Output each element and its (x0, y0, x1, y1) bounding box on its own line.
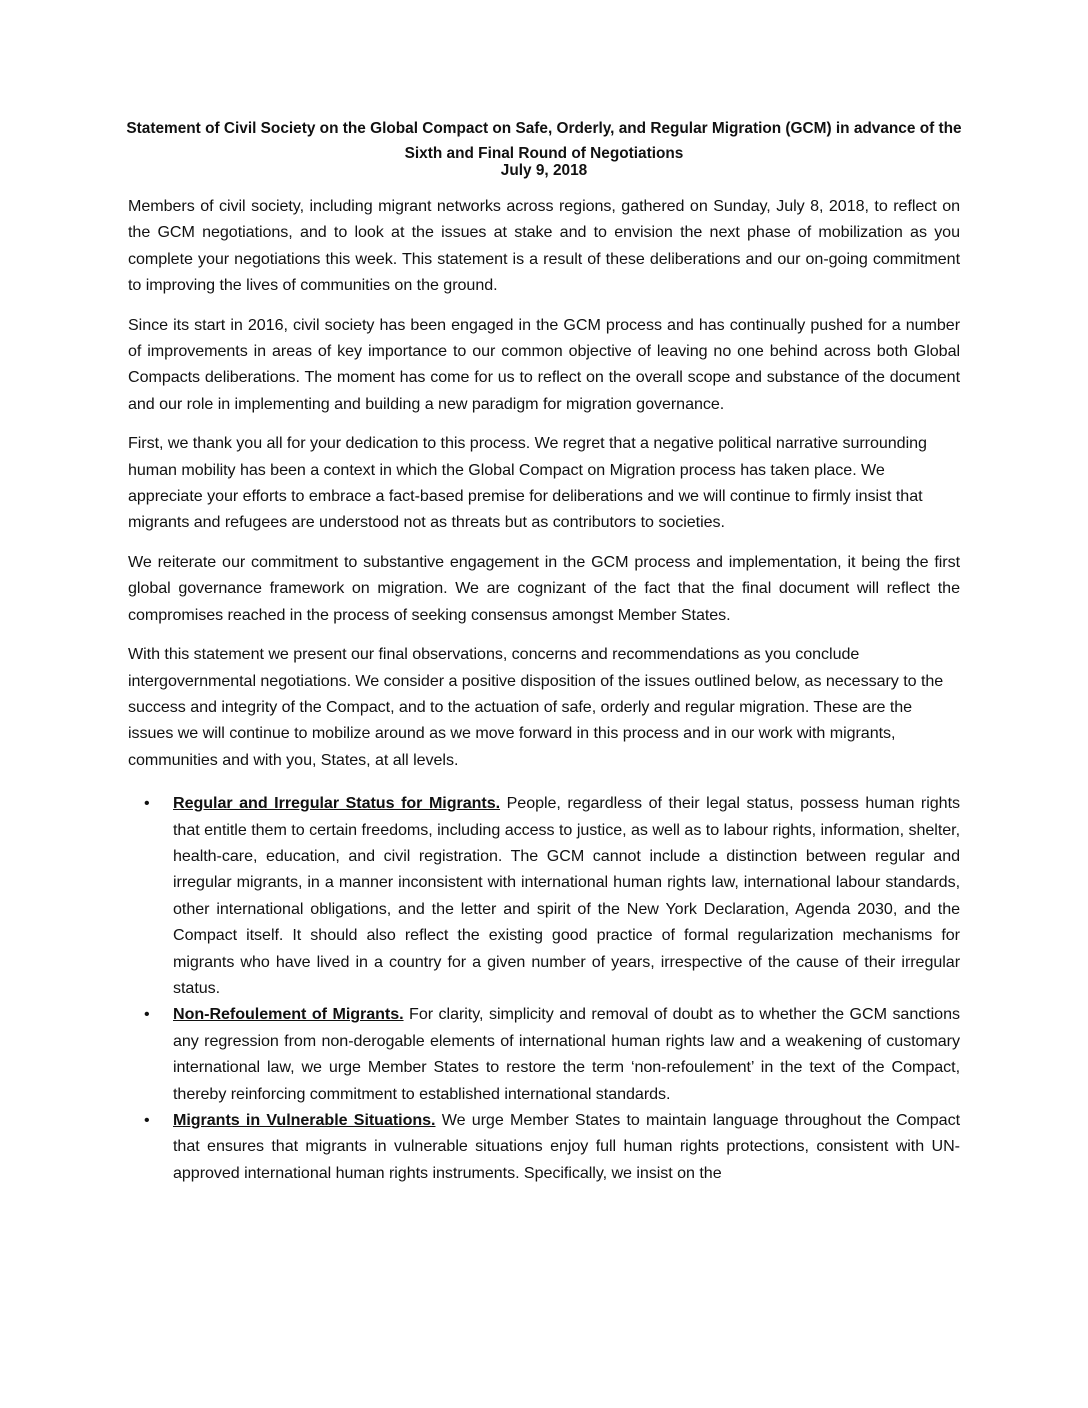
issue-heading: Migrants in Vulnerable Situations. (173, 1111, 436, 1129)
paragraph-2: Since its start in 2016, civil society has been engaged in the GCM process and has continually pushed for a number of improvements in areas of key importance to our common objective of leaving no one behind across both Global Compacts deliberations. The moment has come for us to reflect on the overall scope and substance of the document and our role in implementing and building a new paradigm for migration governance. (128, 315, 960, 413)
paragraph-1: Members of civil society, including migrant networks across regions, gathered on Sunday, July 8, 2018, to reflect on the GCM negotiations, and to look at the issues at stake and to envision the next phase of mobilization as you complete your negotiations this week. This statement is a result of these deliberations and our on-going commitment to improving the lives of communities on the ground. (128, 197, 960, 295)
issue-item-regular-irregular-status (128, 790, 960, 1001)
document-title: Statement of Civil Society on the Global Compact on Safe, Orderly, and Regular Migration (GCM) in advance of the Sixth and Final Round of Negotiations (126, 120, 962, 162)
document-body (128, 193, 960, 1186)
paragraph-4: We reiterate our commitment to substantive engagement in the GCM process and implementation, it being the first global governance framework on migration. We are cognizant of the fact that the final document will reflect the compromises reached in the process of seeking consensus amongst Member States. (128, 552, 960, 624)
issue-text: People, regardless of their legal status, possess human rights that entitle them to certain freedoms, including access to justice, as well as to labour rights, information, shelter, health-care, education, and civil registration. The GCM cannot include a distinction between regular and irregular migrants, in a manner inconsistent with international human rights law, international labour standards, other international obligations, and the letter and spirit of the New York Declaration, Agenda 2030, and the Compact itself. It should also reflect the existing good practice of formal regularization mechanisms for migrants who have lived in a country for a given number of years, irrespective of the cause of their irregular status. (173, 794, 960, 997)
issue-item-vulnerable-situations (128, 1107, 960, 1186)
bullet-icon: • (144, 794, 150, 813)
issue-text: We urge Member States to maintain language throughout the Compact that ensures that migrants in vulnerable situations enjoy full human rights protections, consistent with UN-approved international human rights instruments. Specifically, we insist on the (173, 1111, 960, 1182)
document-date: July 9, 2018 (500, 162, 588, 179)
issue-item-non-refoulement (128, 1001, 960, 1107)
paragraph-5: With this statement we present our final observations, concerns and recommendations as you conclude intergovernmental negotiations. We consider a positive disposition of the issues outlined below, as necessary to the success and integrity of the Compact, and to the actuation of safe, orderly and regular migration. These are the issues we will continue to mobilize around as we move forward in this process and in our work with migrants, communities and with you, States, at all levels. (128, 645, 944, 769)
issue-heading: Non-Refoulement of Migrants. (173, 1005, 404, 1024)
bullet-icon: • (144, 1005, 150, 1024)
issues-list (128, 790, 960, 1186)
bullet-icon: • (144, 1111, 150, 1129)
paragraph-3: First, we thank you all for your dedication to this process. We regret that a negative political narrative surrounding human mobility has been a context in which the Global Compact on Migration process has taken place. We appreciate your efforts to embrace a fact-based premise for deliberations and we will continue to firmly insist that migrants and refugees are understood not as threats but as contributors to societies. (128, 434, 927, 532)
issue-heading: Regular and Irregular Status for Migrants. (173, 794, 501, 813)
issue-text: For clarity, simplicity and removal of doubt as to whether the GCM sanctions any regression from non-derogable elements of international human rights law and a weakening of customary international law, we urge Member States to restore the term ‘non-refoulement’ in the text of the Compact, thereby reinforcing commitment to established international standards. (173, 1005, 960, 1103)
